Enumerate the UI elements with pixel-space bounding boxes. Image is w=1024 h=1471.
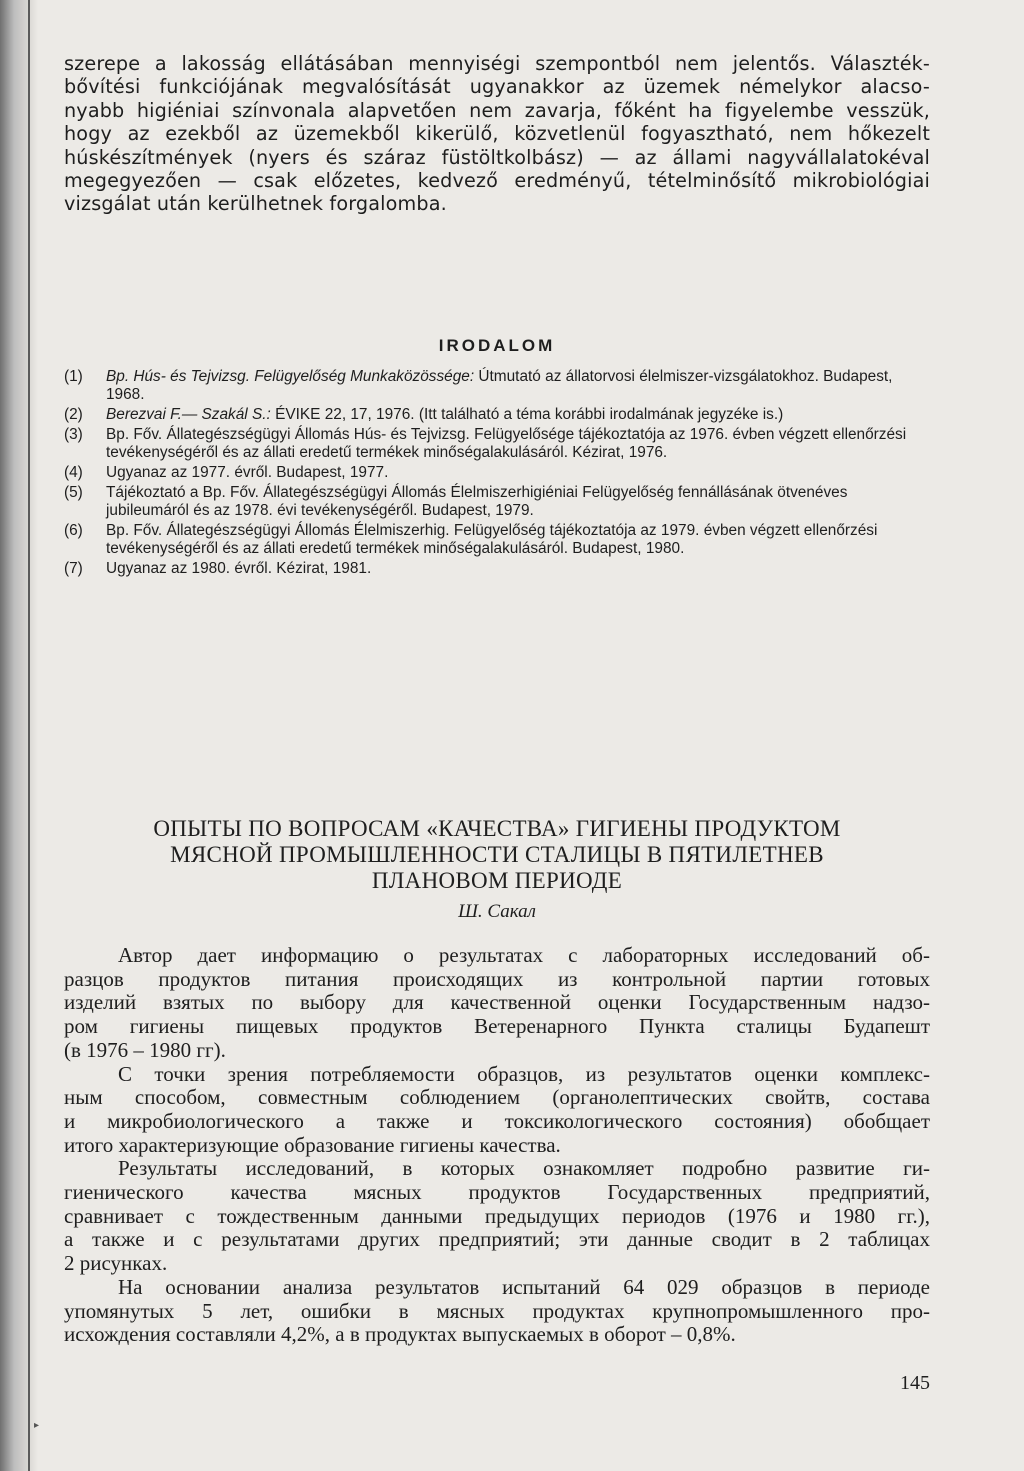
reference-text: Bp. Főv. Állategészségügyi Állomás Élelmiszerhig. Felügyelőség tájékoztatója az 1979. évben végzett ellenőrzési tevékenységéről és az állati eredetű termékek minőségalakulásáról. Budapest, 1980. [106, 522, 878, 557]
page-number: 145 [900, 1372, 930, 1394]
reference-text: Tájékoztató a Bp. Főv. Állategészségügyi Állomás Élelmiszerhigiéniai Felügyelőség fennállásának ötvenéves jubileumáról és az 1978. évi tevékenységéről. Budapest, 1979. [106, 484, 848, 519]
reference-item [64, 464, 930, 482]
page-binding-edge [0, 0, 38, 1471]
reference-number: (3) [64, 426, 83, 443]
text-line: megegyezően — csak előzetes, kedvező eredményű, tételminősítő mikrobiológiai [64, 169, 930, 193]
text-line: На основании анализа результатов испытаний 64 029 образцов в периоде [118, 1274, 930, 1299]
reference-text: Ugyanaz az 1977. évről. Budapest, 1977. [106, 464, 389, 481]
reference-author: Bp. Hús- és Tejvizsg. Felügyelőség Munkaközössége: [106, 368, 475, 385]
reference-item [64, 406, 930, 424]
title-line: ПЛАНОВОМ ПЕРИОДЕ [371, 868, 623, 893]
reference-item [64, 522, 930, 558]
text-line: изделий взятых по выбору для качественной оценки Государственным надзо- [64, 990, 930, 1015]
text-line: и микробиологического а также и токсикологического состояния) обобщает [64, 1108, 930, 1133]
text-line: Автор дает информацию о результатах с лабораторных исследований об- [118, 943, 930, 967]
russian-summary-title [64, 816, 930, 894]
reference-text: ÉVIKE 22, 17, 1976. (Itt található a téma korábbi irodalmának jegyzéke is.) [270, 406, 784, 423]
title-line: МЯСНОЙ ПРОМЫШЛЕННОСТИ СТАЛИЦЫ В ПЯТИЛЕТНЕВ [170, 842, 824, 867]
reference-item [64, 426, 930, 462]
text-line: итого характеризующие образование гигиены качества. [64, 1132, 561, 1157]
summary-paragraph [64, 1063, 930, 1158]
hungarian-paragraph [64, 52, 930, 216]
margin-mark: ▸ [34, 1420, 40, 1431]
reference-number: (6) [64, 522, 83, 539]
reference-number: (4) [64, 464, 83, 481]
text-line: húskészítmények (nyers és száraz füstöltkolbász) — az állami nagyvállalatokéval [64, 145, 930, 169]
reference-item [64, 368, 930, 404]
text-line: (в 1976 – 1980 гг). [64, 1037, 226, 1062]
reference-item [64, 560, 930, 578]
text-line: сравнивает с тождественным данными предыдущих периодов (1976 и 1980 гг.), [64, 1203, 930, 1228]
text-line: гиенического качества мясных продуктов Государственных предприятий, [64, 1180, 930, 1205]
text-line: ром гигиены пищевых продуктов Ветеренарного Пункта сталицы Будапешт [64, 1014, 930, 1039]
reference-number: (1) [64, 368, 83, 385]
russian-summary-author: Ш. Сакал [458, 901, 536, 922]
text-line: исхождения составляли 4,2%, а в продуктах выпускаемых в оборот – 0,8%. [64, 1322, 736, 1347]
text-line: nyabb higiéniai színvonala alapvetően nem zavarja, főként ha figyelembe vesszük, [64, 98, 930, 122]
text-line: bővítési funkciójának megvalósítását ugyanakkor az üzemek némelykor alacso- [64, 75, 930, 99]
reference-text: Ugyanaz az 1980. évről. Kézirat, 1981. [106, 560, 372, 577]
title-line: ОПЫТЫ ПО ВОПРОСАМ «КАЧЕСТВА» ГИГИЕНЫ ПРОДУКТОМ [153, 816, 841, 841]
russian-summary-body [64, 944, 930, 1347]
summary-paragraph [64, 1276, 930, 1347]
summary-paragraph [64, 1157, 930, 1276]
text-line: szerepe a lakosság ellátásában mennyiségi szempontból nem jelentős. Választék- [64, 52, 930, 75]
reference-number: (7) [64, 560, 83, 577]
reference-number: (2) [64, 406, 83, 423]
reference-text: Útmutató az állatorvosi élelmiszer-vizsgálatokhoz. Budapest, 1968. [106, 368, 893, 403]
text-line: vizsgálat után kerülhetnek forgalomba. [64, 192, 447, 216]
text-line: hogy az ezekből az üzemekből kikerülő, közvetlenül fogyasztható, nem hőkezelt [64, 122, 930, 146]
text-line: 2 рисунках. [64, 1251, 168, 1276]
reference-list [64, 368, 930, 580]
text-line: а также и с результатами других предприятий; эти данные сводит в 2 таблицах [64, 1227, 930, 1252]
text-line: упомянутых 5 лет, ошибки в мясных продуктах крупнопромышленного про- [64, 1298, 930, 1323]
binding-line [28, 0, 30, 1471]
reference-item [64, 484, 930, 520]
text-line: Результаты исследований, в которых ознакомляет подробно развитие ги- [118, 1156, 930, 1181]
reference-text: Bp. Főv. Állategészségügyi Állomás Hús- és Tejvizsg. Felügyelősége tájékoztatója az 1976. évben végzett ellenőrzési tevékenységéről és az állati eredetű termékek minőségalakulásáról. Kézirat, 1976. [106, 426, 907, 461]
summary-paragraph [64, 944, 930, 1063]
reference-author: Berezvai F.— Szakál S.: [106, 406, 271, 423]
references-heading: IRODALOM [438, 336, 556, 355]
text-line: разцов продуктов питания происходящих из контрольной партии готовых [64, 966, 930, 991]
reference-number: (5) [64, 484, 83, 501]
text-line: С точки зрения потребляемости образцов, из результатов оценки комплекс- [118, 1061, 930, 1086]
text-line: ным способом, совместным соблюдением (органолептических свойтв, состава [64, 1085, 930, 1110]
